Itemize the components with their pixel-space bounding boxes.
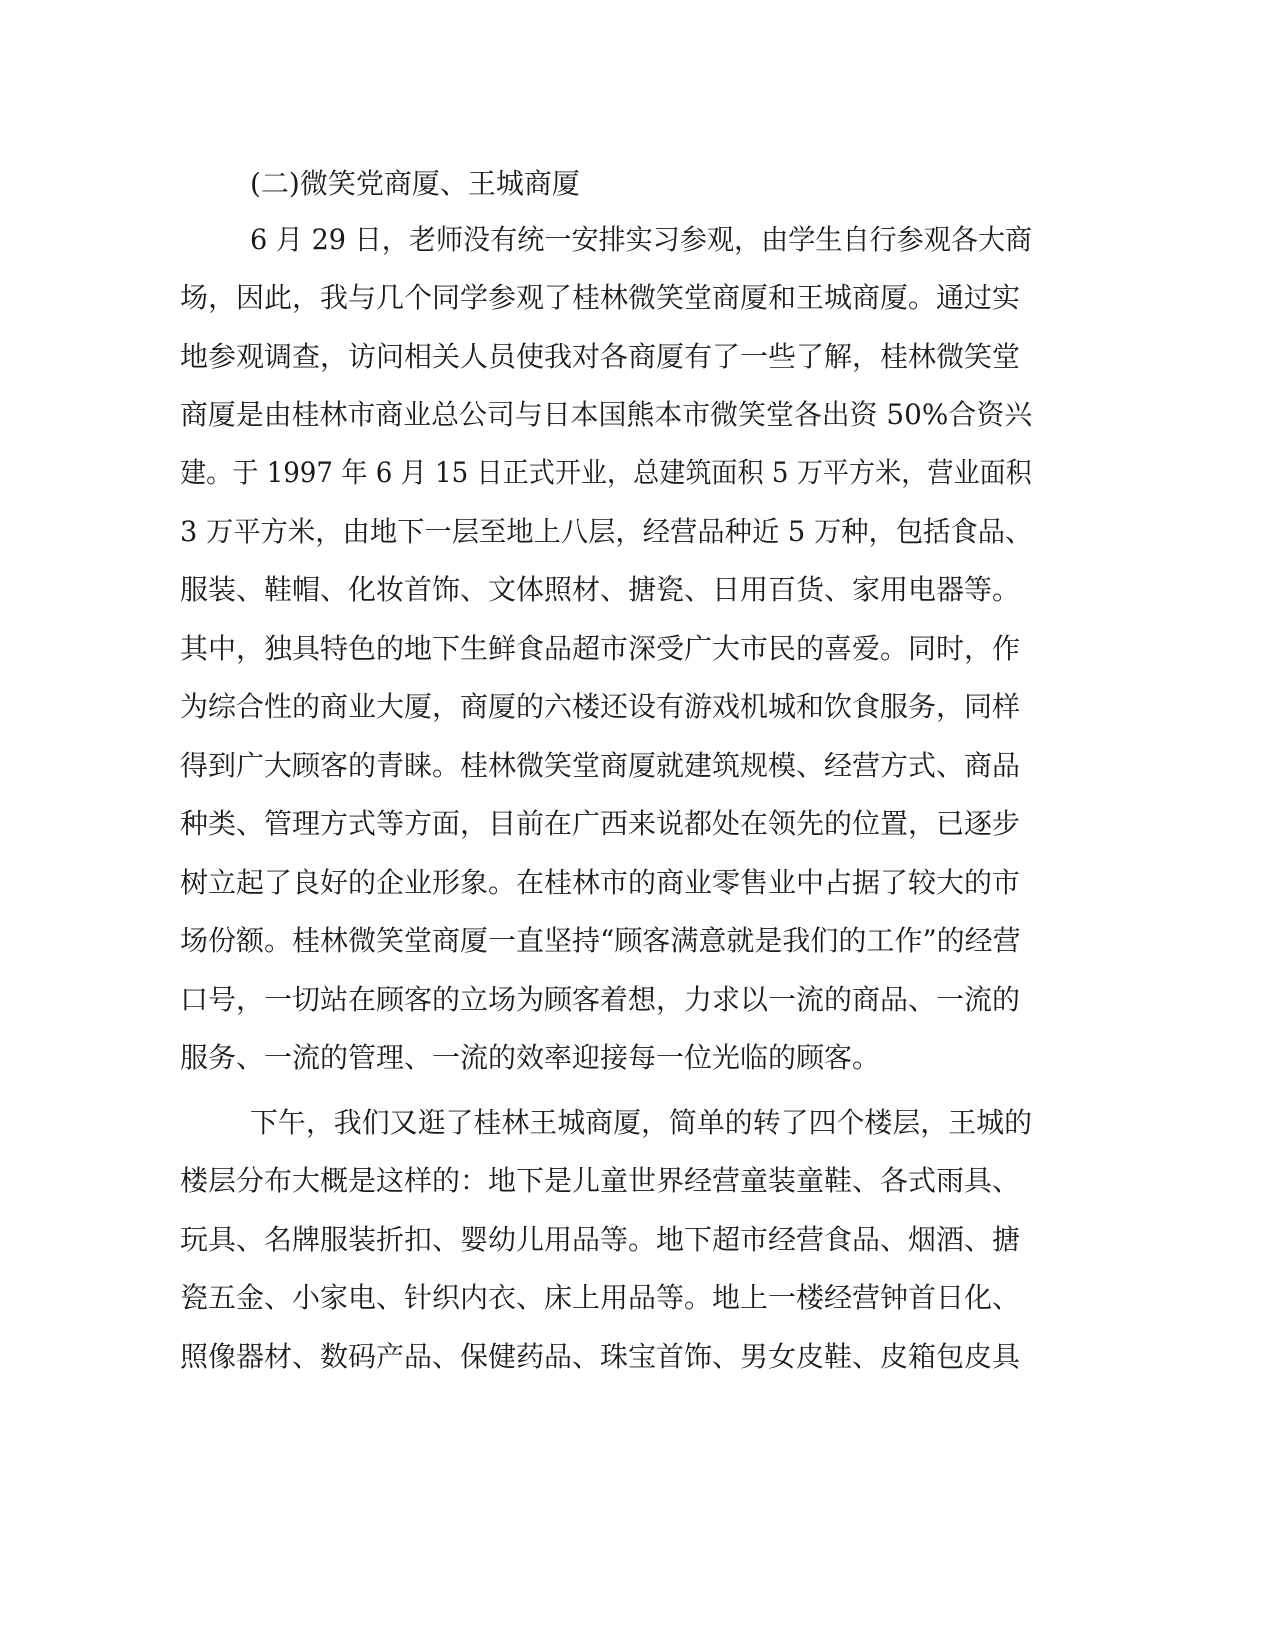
paragraph-line: 场，因此，我与几个同学参观了桂林微笑堂商厦和王城商厦。通过实 [180, 281, 1021, 314]
paragraph-line: 地参观调查，访问相关人员使我对各商厦有了一些了解，桂林微笑堂 [180, 340, 1021, 373]
paragraph-line: 口号，一切站在顾客的立场为顾客着想，力求以一流的商品、一流的 [180, 983, 1021, 1016]
paragraph-line: 为综合性的商业大厦，商厦的六楼还设有游戏机城和饮食服务，同样 [180, 690, 1021, 723]
paragraph-line: 其中，独具特色的地下生鲜食品超市深受广大市民的喜爱。同时，作 [180, 632, 1021, 665]
paragraph-line: 种类、管理方式等方面，目前在广西来说都处在领先的位置，已逐步 [180, 807, 1021, 840]
paragraph-line: 场份额。桂林微笑堂商厦一直坚持“顾客满意就是我们的工作”的经营 [180, 924, 1021, 957]
paragraph-line: 树立起了良好的企业形象。在桂林市的商业零售业中占据了较大的市 [180, 866, 1021, 899]
paragraph-line: 商厦是由桂林市商业总公司与日本国熊本市微笑堂各出资 50%合资兴 [180, 398, 1033, 431]
paragraph-line: 建。于 1997 年 6 月 15 日正式开业，总建筑面积 5 万平方米，营业面积 [180, 456, 1032, 489]
paragraph-line: 玩具、名牌服装折扣、婴幼儿用品等。地下超市经营食品、烟酒、搪 [180, 1223, 1021, 1256]
paragraph-line: 得到广大顾客的青睐。桂林微笑堂商厦就建筑规模、经营方式、商品 [180, 749, 1021, 782]
paragraph-line: 服装、鞋帽、化妆首饰、文体照材、搪瓷、日用百货、家用电器等。 [180, 573, 1021, 606]
paragraph-line: 下午，我们又逛了桂林王城商厦，简单的转了四个楼层，王城的 [250, 1106, 1033, 1139]
paragraph-line: 6 月 29 日，老师没有统一安排实习参观，由学生自行参观各大商 [250, 223, 1033, 256]
paragraph-line: 服务、一流的管理、一流的效率迎接每一位光临的顾客。 [180, 1041, 881, 1074]
paragraph-line: 3 万平方米，由地下一层至地上八层，经营品种近 5 万种，包括食品、 [180, 515, 1033, 548]
section-heading: (二)微笑党商厦、王城商厦 [250, 167, 580, 200]
paragraph-line: 瓷五金、小家电、针织内衣、床上用品等。地上一楼经营钟首日化、 [180, 1281, 1021, 1314]
paragraph-line: 楼层分布大概是这样的：地下是儿童世界经营童装童鞋、各式雨具、 [180, 1164, 1021, 1197]
paragraph-line: 照像器材、数码产品、保健药品、珠宝首饰、男女皮鞋、皮箱包皮具 [180, 1340, 1021, 1373]
